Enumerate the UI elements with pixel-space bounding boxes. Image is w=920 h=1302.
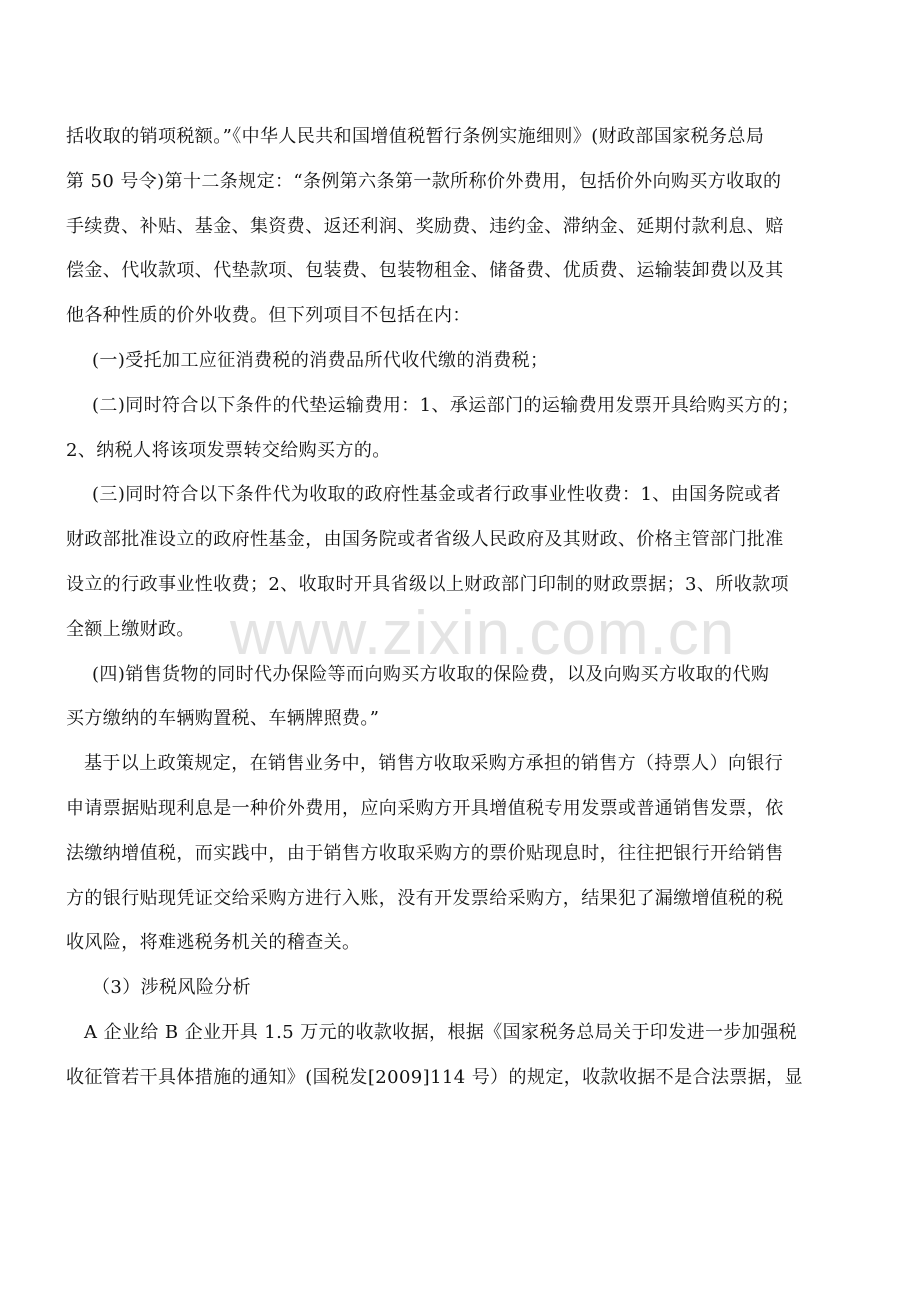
text-line: （3）涉税风险分析 [92,977,252,999]
text-line: 2、纳税人将该项发票转交给购买方的。 [66,439,391,461]
text-line: 法缴纳增值税，而实践中，由于销售方收取采购方的票价贴现息时，往往把银行开给销售 [66,842,784,864]
text-line: 基于以上政策规定，在销售业务中，销售方收取采购方承担的销售方（持票人）向银行 [84,753,784,775]
text-line: (一)受托加工应征消费税的消费品所代收代缴的消费税； [92,349,549,371]
text-line: 收风险，将难逃税务机关的稽查关。 [66,932,361,954]
text-line: 手续费、补贴、基金、集资费、返还利润、奖励费、违约金、滞纳金、延期付款利息、赔 [66,215,784,237]
text-line: (四)销售货物的同时代办保险等而向购买方收取的保险费，以及向购买方收取的代购 [92,663,770,685]
text-line: 买方缴纳的车辆购置税、车辆牌照费。” [66,708,380,730]
text-line: 偿金、代收款项、代垫款项、包装费、包装物租金、储备费、优质费、运输装卸费以及其 [66,260,784,282]
text-line: A 企业给 B 企业开具 1.5 万元的收款收据，根据《国家税务总局关于印发进一步加强税 [84,1021,798,1043]
document-body [66,115,856,1101]
text-line: 他各种性质的价外收费。但下列项目不包括在内： [66,305,471,327]
text-line: 申请票据贴现利息是一种价外费用，应向采购方开具增值税专用发票或普通销售发票，依 [66,797,784,819]
text-line: 财政部批准设立的政府性基金，由国务院或者省级人民政府及其财政、价格主管部门批准 [66,529,784,551]
text-line: 全额上缴财政。 [66,618,195,640]
text-line: 第 50 号令)第十二条规定：“条例第六条第一款所称价外费用，包括价外向购买方收取的 [66,170,782,192]
watermark: www.zixin.com.cn [230,599,736,668]
text-line: 方的银行贴现凭证交给采购方进行入账，没有开发票给采购方，结果犯了漏缴增值税的税 [66,887,784,909]
text-line: 括收取的销项税额。”《中华人民共和国增值税暂行条例实施细则》(财政部国家税务总局 [66,126,765,147]
text-line: 设立的行政事业性收费；2、收取时开具省级以上财政部门印制的财政票据；3、所收款项 [66,573,789,595]
text-line: (二)同时符合以下条件的代垫运输费用：1、承运部门的运输费用发票开具给购买方的； [92,394,800,416]
text-line: (三)同时符合以下条件代为收取的政府性基金或者行政事业性收费：1、由国务院或者 [92,484,782,506]
text-line: 收征管若干具体措施的通知》(国税发[2009]114 号）的规定，收款收据不是合法票据，显 [66,1066,803,1088]
